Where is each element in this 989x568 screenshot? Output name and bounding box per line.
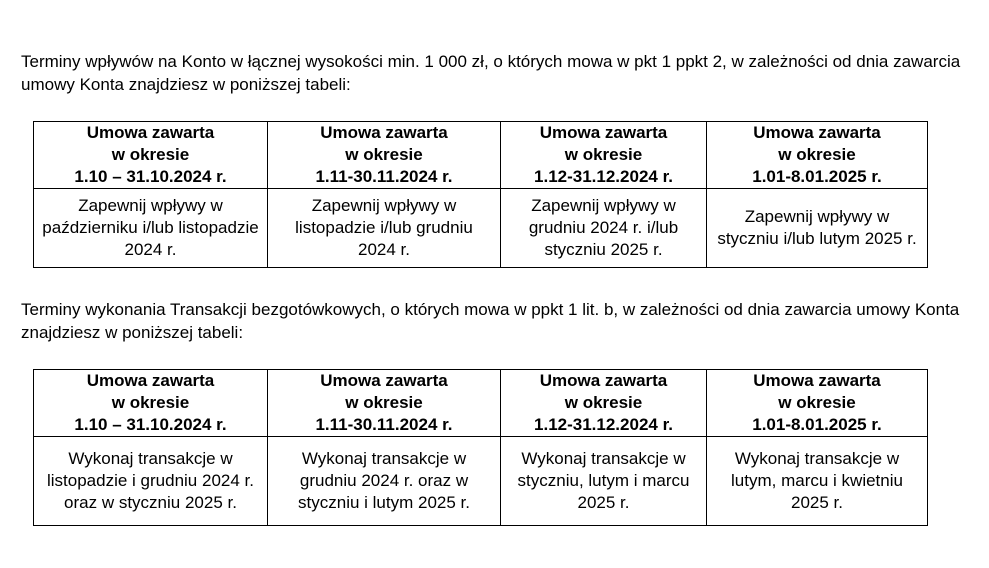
income-intro-paragraph: Terminy wpływów na Konto w łącznej wysokości min. 1 000 zł, o których mowa w pkt 1 ppkt 2, w zależności od dnia zawarcia umowy Konta znajdziesz w poniższej tabeli: bbox=[21, 52, 961, 94]
header-cell-january bbox=[707, 370, 928, 437]
header-period: 1.11-30.11.2024 r. bbox=[315, 167, 453, 186]
header-line: w okresie bbox=[111, 145, 190, 164]
table-row bbox=[34, 437, 928, 526]
header-period: 1.12-31.12.2024 r. bbox=[534, 167, 673, 186]
transactions-cell-december: Wykonaj transakcje w styczniu, lutym i marcu 2025 r. bbox=[501, 437, 707, 526]
header-cell-october bbox=[34, 122, 268, 189]
header-line: Umowa zawarta bbox=[753, 123, 881, 142]
header-line: w okresie bbox=[564, 393, 643, 412]
transactions-intro-paragraph: Terminy wykonania Transakcji bezgotówkowych, o których mowa w ppkt 1 lit. b, w zależności od dnia zawarcia umowy Konta znajdziesz w poniższej tabeli: bbox=[21, 300, 960, 342]
header-line: w okresie bbox=[778, 145, 856, 164]
header-cell-november bbox=[268, 122, 501, 189]
table-header-row bbox=[34, 122, 928, 189]
header-cell-december bbox=[501, 122, 707, 189]
income-cell-january: Zapewnij wpływy w styczniu i/lub lutym 2025 r. bbox=[707, 189, 928, 268]
header-period: 1.01-8.01.2025 r. bbox=[752, 415, 882, 434]
header-cell-november bbox=[268, 370, 501, 437]
header-period: 1.11-30.11.2024 r. bbox=[315, 415, 453, 434]
income-terms-table bbox=[33, 121, 928, 268]
header-line: Umowa zawarta bbox=[539, 371, 668, 390]
header-period: 1.10 – 31.10.2024 r. bbox=[74, 415, 227, 434]
header-line: Umowa zawarta bbox=[320, 371, 448, 390]
transactions-cell-january: Wykonaj transakcje w lutym, marcu i kwietniu 2025 r. bbox=[707, 437, 928, 526]
header-line: w okresie bbox=[345, 145, 423, 164]
header-line: w okresie bbox=[564, 145, 643, 164]
income-cell-december: Zapewnij wpływy w grudniu 2024 r. i/lub styczniu 2025 r. bbox=[501, 189, 707, 268]
header-line: Umowa zawarta bbox=[753, 371, 881, 390]
table-header-row bbox=[34, 370, 928, 437]
header-line: w okresie bbox=[111, 393, 190, 412]
header-cell-january bbox=[707, 122, 928, 189]
header-line: Umowa zawarta bbox=[539, 123, 668, 142]
transactions-cell-october: Wykonaj transakcje w listopadzie i grudniu 2024 r. oraz w styczniu 2025 r. bbox=[34, 437, 268, 526]
header-line: Umowa zawarta bbox=[320, 123, 448, 142]
header-line: Umowa zawarta bbox=[86, 371, 215, 390]
header-line: w okresie bbox=[345, 393, 423, 412]
header-period: 1.01-8.01.2025 r. bbox=[752, 167, 882, 186]
income-cell-october: Zapewnij wpływy w październiku i/lub listopadzie 2024 r. bbox=[34, 189, 268, 268]
header-cell-october bbox=[34, 370, 268, 437]
header-cell-december bbox=[501, 370, 707, 437]
header-line: w okresie bbox=[778, 393, 856, 412]
transactions-cell-november: Wykonaj transakcje w grudniu 2024 r. oraz w styczniu i lutym 2025 r. bbox=[268, 437, 501, 526]
header-period: 1.10 – 31.10.2024 r. bbox=[74, 167, 227, 186]
header-period: 1.12-31.12.2024 r. bbox=[534, 415, 673, 434]
transactions-terms-table bbox=[33, 369, 928, 526]
table-row bbox=[34, 189, 928, 268]
header-line: Umowa zawarta bbox=[86, 123, 215, 142]
income-cell-november: Zapewnij wpływy w listopadzie i/lub grudniu 2024 r. bbox=[268, 189, 501, 268]
